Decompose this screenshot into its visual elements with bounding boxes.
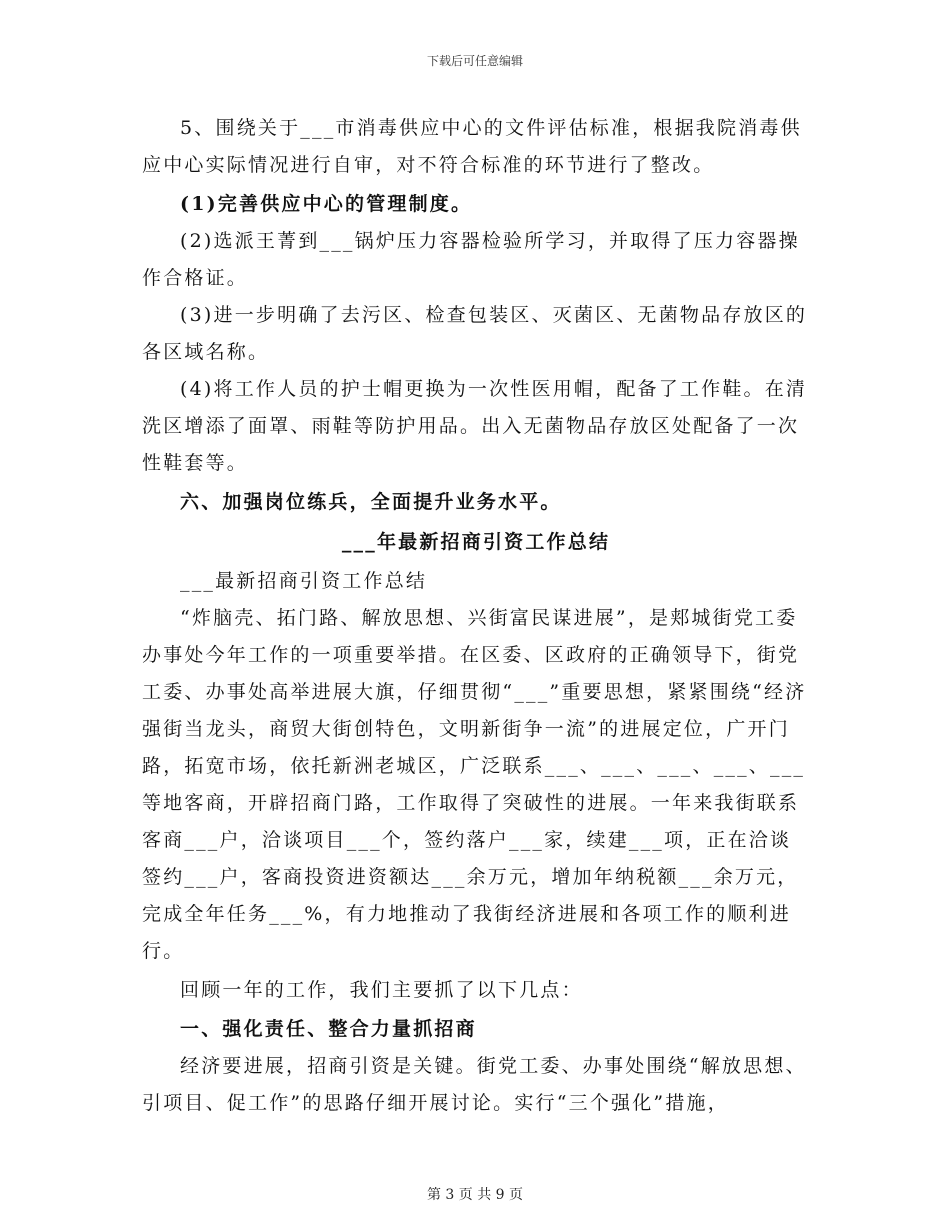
paragraph: 5、围绕关于___市消毒供应中心的文件评估标准，根据我院消毒供应中心实际情况进行自审，对不符合标准的环节进行了整改。 (142, 117, 802, 176)
section-heading: 六、加强岗位练兵，全面提升业务水平。 (180, 491, 562, 513)
section-heading: 一、强化责任、整合力量抓招商 (180, 1018, 477, 1040)
paragraph: (2)选派王菁到___锅炉压力容器检验所学习，并取得了压力容器操作合格证。 (142, 230, 800, 289)
paragraph: “炸脑壳、拓门路、解放思想、兴街富民谋进展”，是郏城街党工委办事处今年工作的一项重要举措。在区委、区政府的正确领导下，街党工委、办事处高举进展大旗，仔细贯彻“___”重要思想，紧紧围绕“经济强街当龙头，商贸大街创特色，文明新街争一流”的进展定位，广开门路，拓宽市场，依托新洲老城区，广泛联系___、___、___、___、___等地客商，开辟招商门路，工作取得了突破性的进展。一年来我街联系客商___户，洽谈项目___个，签约落户___家，续建___项，正在洽谈签约___户，客商投资进资额达___余万元，增加年纳税额___余万元，完成全年任务___%，有力地推动了我街经济进展和各项工作的顺利进行。 (142, 607, 807, 962)
paragraph-heading: (1)完善供应中心的管理制度。 (180, 193, 473, 215)
paragraph-subtitle: ___最新招商引资工作总结 (180, 570, 428, 592)
paragraph: (4)将工作人员的护士帽更换为一次性医用帽，配备了工作鞋。在清洗区增添了面罩、雨鞋等防护用品。出入无菌物品存放区处配备了一次性鞋套等。 (142, 378, 808, 474)
page-footer: 第 3 页 共 9 页 (426, 1187, 524, 1203)
paragraph: (3)进一步明确了去污区、检查包装区、灭菌区、无菌物品存放区的各区域名称。 (142, 304, 808, 363)
paragraph: 回顾一年的工作，我们主要抓了以下几点： (180, 979, 583, 1001)
document-body (142, 110, 810, 1122)
paragraph: 经济要进展，招商引资是关键。街党工委、办事处围绕“解放思想、引项目、促工作”的思路仔细开展讨论。实行“三个强化”措施， (142, 1055, 807, 1114)
page-header: 下载后可任意编辑 (426, 54, 523, 68)
document-title: ___年最新招商引资工作总结 (341, 531, 611, 553)
